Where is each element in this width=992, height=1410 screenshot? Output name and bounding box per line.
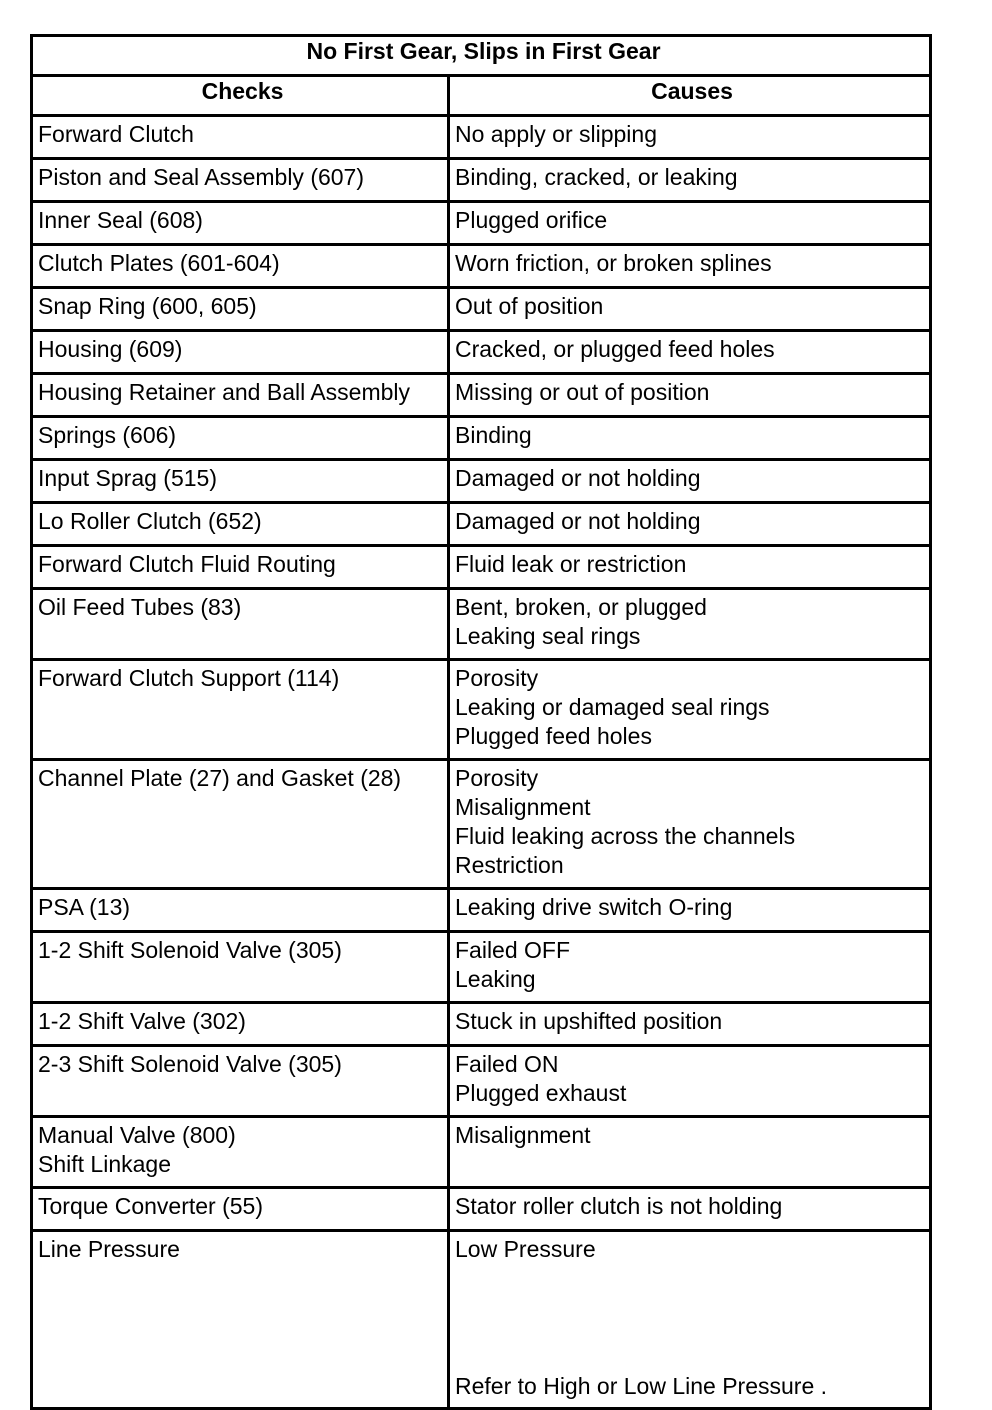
cause-cell: Missing or out of position (449, 374, 931, 417)
table-row (32, 889, 931, 932)
table-row (32, 1188, 931, 1231)
cause-cell: No apply or slipping (449, 116, 931, 159)
table-row (32, 460, 931, 503)
table-row (32, 932, 931, 1003)
check-cell: Torque Converter (55) (32, 1188, 449, 1231)
table-row (32, 1231, 931, 1409)
cause-cell (449, 760, 931, 889)
diagnosis-table (30, 34, 932, 1410)
cause-cell: Plugged orifice (449, 202, 931, 245)
cause-cell: Fluid leak or restriction (449, 546, 931, 589)
table-row (32, 589, 931, 660)
cause-line: Plugged exhaust (455, 1080, 627, 1106)
cause-cell (449, 932, 931, 1003)
table-row (32, 288, 931, 331)
check-cell: Lo Roller Clutch (652) (32, 503, 449, 546)
cause-line: Fluid leaking across the channels (455, 823, 796, 849)
check-line: Manual Valve (800) (38, 1122, 236, 1148)
cause-line: Low Pressure (455, 1236, 596, 1262)
cause-cell (449, 1046, 931, 1117)
table-row (32, 1117, 931, 1188)
table-row (32, 660, 931, 760)
cause-line: Failed ON (455, 1051, 559, 1077)
table-row (32, 374, 931, 417)
check-cell: Channel Plate (27) and Gasket (28) (32, 760, 449, 889)
cause-line: Leaking seal rings (455, 623, 641, 649)
table-row (32, 245, 931, 288)
cause-cell: Leaking drive switch O-ring (449, 889, 931, 932)
check-cell: 1-2 Shift Solenoid Valve (305) (32, 932, 449, 1003)
cause-cell: Binding, cracked, or leaking (449, 159, 931, 202)
cause-cell: Cracked, or plugged feed holes (449, 331, 931, 374)
cause-cell: Binding (449, 417, 931, 460)
check-cell: Snap Ring (600, 605) (32, 288, 449, 331)
table-row (32, 159, 931, 202)
table-row (32, 1003, 931, 1046)
cause-cell (449, 660, 931, 760)
cause-cell: Out of position (449, 288, 931, 331)
check-cell: Oil Feed Tubes (83) (32, 589, 449, 660)
cause-line: Bent, broken, or plugged (455, 594, 707, 620)
table-row (32, 760, 931, 889)
cause-line: Misalignment (455, 794, 591, 820)
cause-cell: Damaged or not holding (449, 460, 931, 503)
cause-line: Leaking or damaged seal rings (455, 694, 770, 720)
check-cell: Forward Clutch Support (114) (32, 660, 449, 760)
check-cell: Inner Seal (608) (32, 202, 449, 245)
cause-cell: Misalignment (449, 1117, 931, 1188)
check-line: Shift Linkage (38, 1151, 171, 1177)
check-cell: Springs (606) (32, 417, 449, 460)
check-cell: PSA (13) (32, 889, 449, 932)
table-row (32, 116, 931, 159)
table-row (32, 331, 931, 374)
table-row (32, 202, 931, 245)
cause-line: Failed OFF (455, 937, 571, 963)
cause-line: Porosity (455, 765, 539, 791)
check-cell: Clutch Plates (601-604) (32, 245, 449, 288)
table-row (32, 503, 931, 546)
cause-line: Restriction (455, 852, 564, 878)
check-cell: 1-2 Shift Valve (302) (32, 1003, 449, 1046)
cause-cell (449, 589, 931, 660)
causes-header: Causes (449, 76, 931, 116)
cause-cell: Worn friction, or broken splines (449, 245, 931, 288)
check-cell: Piston and Seal Assembly (607) (32, 159, 449, 202)
cause-cell: Stator roller clutch is not holding (449, 1188, 931, 1231)
checks-header: Checks (32, 76, 449, 116)
reference-link[interactable]: Refer to High or Low Line Pressure . (455, 1373, 828, 1399)
cause-cell (449, 1231, 931, 1409)
table-row (32, 417, 931, 460)
check-cell: Forward Clutch (32, 116, 449, 159)
cause-cell: Damaged or not holding (449, 503, 931, 546)
check-cell: Housing Retainer and Ball Assembly (32, 374, 449, 417)
cause-line: Leaking (455, 966, 536, 992)
check-cell: Housing (609) (32, 331, 449, 374)
check-cell: Forward Clutch Fluid Routing (32, 546, 449, 589)
cause-line: Porosity (455, 665, 539, 691)
table-title: No First Gear, Slips in First Gear (32, 36, 931, 76)
check-cell: Line Pressure (32, 1231, 449, 1409)
table-row (32, 1046, 931, 1117)
table-row (32, 546, 931, 589)
cause-line: Plugged feed holes (455, 723, 652, 749)
check-cell: 2-3 Shift Solenoid Valve (305) (32, 1046, 449, 1117)
check-cell (32, 1117, 449, 1188)
check-cell: Input Sprag (515) (32, 460, 449, 503)
cause-cell: Stuck in upshifted position (449, 1003, 931, 1046)
